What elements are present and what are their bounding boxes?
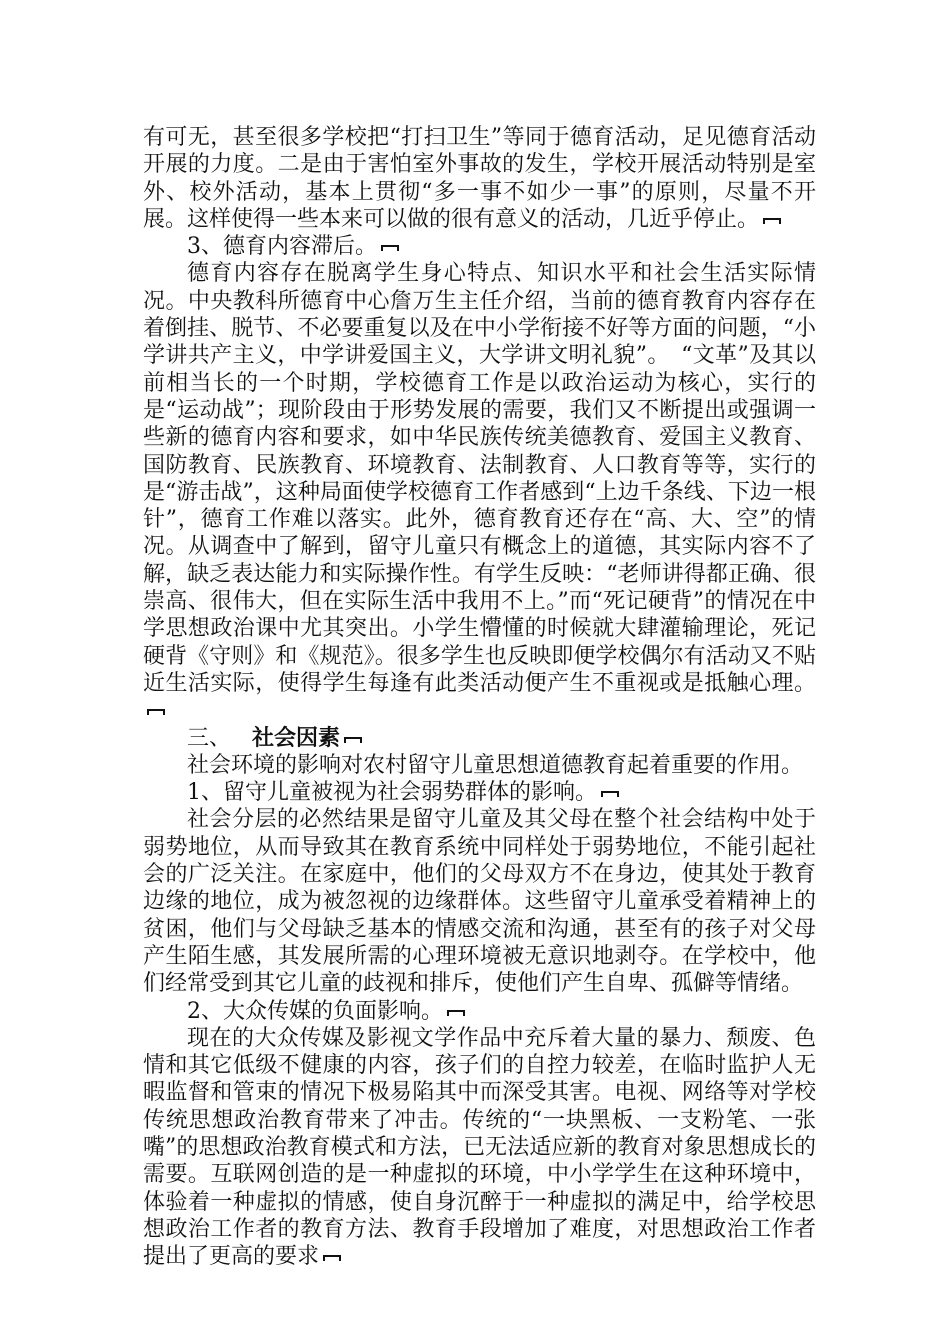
paragraph-2: [143, 260, 816, 724]
subheading-2: [143, 998, 816, 1025]
subheading-3-text: 3、德育内容滞后。: [187, 234, 377, 260]
paragraph-5: [143, 1025, 816, 1271]
subheading-3: [143, 233, 816, 260]
paragraph-mark-icon: [344, 735, 362, 745]
subheading-1-text: 1、留守儿童被视为社会弱势群体的影响。: [187, 780, 597, 806]
paragraph-mark-icon: [447, 1008, 465, 1018]
subheading-1: [143, 779, 816, 806]
paragraph-3: [143, 752, 816, 779]
paragraph-mark-icon: [381, 243, 399, 253]
document-body: [143, 124, 816, 1270]
paragraph-mark-icon: [601, 789, 619, 799]
paragraph-1: [143, 124, 816, 233]
paragraph-3-text: 社会环境的影响对农村留守儿童思想道德教育起着重要的作用。: [187, 752, 804, 778]
paragraph-mark-icon: [763, 216, 781, 226]
paragraph-5-text: 现在的大众传媒及影视文学作品中充斥着大量的暴力、颓废、色情和其它低级不健康的内容，孩子们的自控力较差，在临时监护人无暇监督和管束的情况下极易陷其中而深受其害。电视、网络等对学校传统思想政治教育带来了冲击。传统的“一块黑板、一支粉笔、一张嘴”的思想政治教育模式和方法，已无法适应新的教育对象思想成长的需要。互联网创造的是一种虚拟的环境，中小学学生在这种环境中，体验着一种虚拟的情感，使自身沉醉于一种虚拟的满足中，给学校思想政治工作者的教育方法、教育手段增加了难度，对思想政治工作者提出了更高的要求: [143, 1025, 816, 1270]
section-heading-label: 社会因素: [252, 724, 341, 751]
paragraph-2-text: 德育内容存在脱离学生身心特点、知识水平和社会生活实际情况。中央教科所德育中心詹万生主任介绍，当前的德育教育内容存在着倒挂、脱节、不必要重复以及在中小学衔接不好等方面的问题，“小学讲共产主义，中学讲爱国主义，大学讲文明礼貌”。 “文革”及其以前相当长的一个时期，学校德育工作是以政治运动为核心，实行的是“运动战”；现阶段由于形势发展的需要，我们又不断提出或强调一些新的德育内容和要求，如中华民族传统美德教育、爱国主义教育、国防教育、民族教育、环境教育、法制教育、人口教育等等，实行的是“游击战”，这种局面使学校德育工作者感到“上边千条线、下边一根针”，德育工作难以落实。此外，德育教育还存在“高、大、空”的情况。从调查中了解到，留守儿童只有概念上的道德，其实际内容不了解，缺乏表达能力和实际操作性。有学生反映：“老师讲得都正确、很崇高、很伟大，但在实际生活中我用不上。”而“死记硬背”的情况在中学思想政治课中尤其突出。小学生懵懂的时候就大肆灌输理论，死记硬背《守则》和《规范》。很多学生也反映即便学校偶尔有活动又不贴近生活实际，使得学生每逢有此类活动便产生不重视或是抵触心理。: [143, 261, 816, 696]
paragraph-1-text: 有可无，甚至很多学校把“打扫卫生”等同于德育活动，足见德育活动开展的力度。二是由于害怕室外事故的发生，学校开展活动特别是室外、校外活动，基本上贯彻“多一事不如少一事”的原则，尽量不开展。这样使得一些本来可以做的很有意义的活动，几近乎停止。: [143, 125, 816, 232]
section-heading: [143, 725, 816, 752]
paragraph-4-text: 社会分层的必然结果是留守儿童及其父母在整个社会结构中处于弱势地位，从而导致其在教育系统中同样处于弱势地位，不能引起社会的广泛关注。在家庭中，他们的父母双方不在身边，使其处于教育边缘的地位，成为被忽视的边缘群体。这些留守儿童承受着精神上的贫困，他们与父母缺乏基本的情感交流和沟通，甚至有的孩子对父母产生陌生感，其发展所需的心理环境被无意识地剥夺。在学校中，他们经常受到其它儿童的歧视和排斥，使他们产生自卑、孤僻等情绪。: [143, 807, 816, 997]
subheading-2-text: 2、大众传媒的负面影响。: [187, 998, 443, 1024]
paragraph-mark-icon: [323, 1253, 341, 1263]
section-heading-number: 三、: [187, 725, 232, 751]
paragraph-mark-icon: [147, 707, 165, 717]
paragraph-4: [143, 806, 816, 997]
